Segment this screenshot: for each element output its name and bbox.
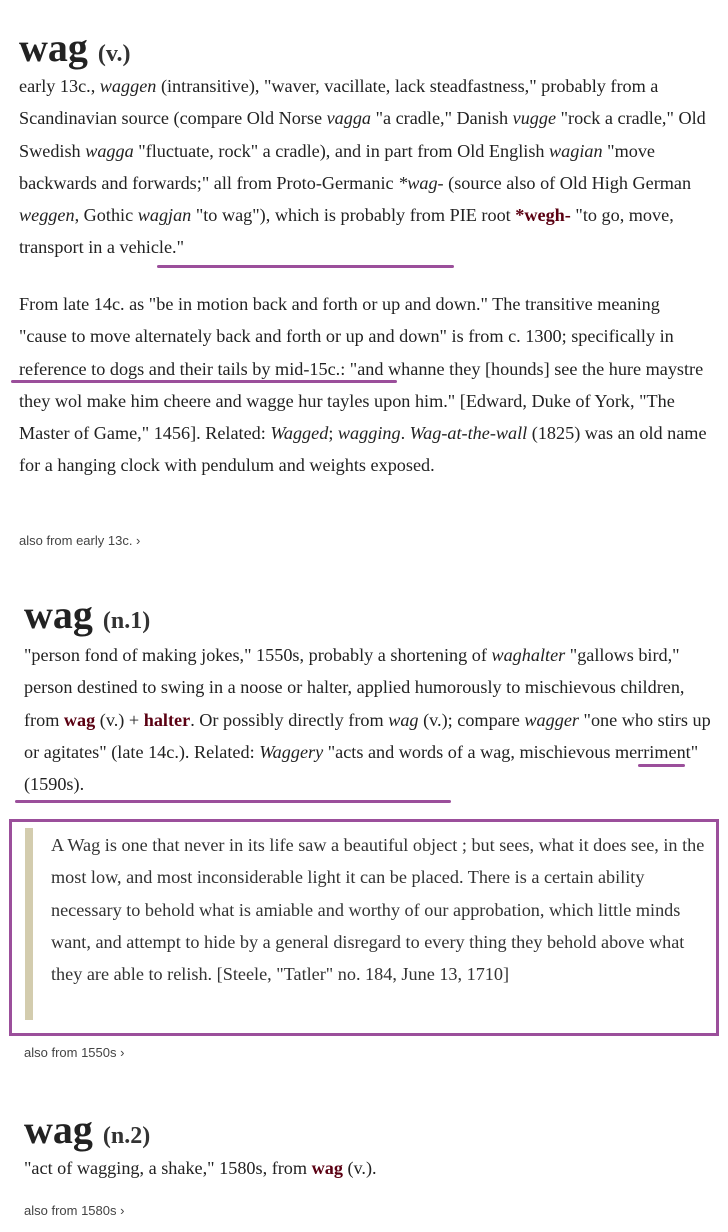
headword-text: wag [24, 1107, 93, 1152]
italic-term: vugge [512, 108, 557, 129]
italic-term: waghalter [491, 645, 566, 665]
italic-term: Wag-at-the-wall [409, 423, 528, 444]
annotation-underline [157, 265, 454, 268]
italic-term: Wagged [270, 423, 329, 444]
also-from-link[interactable]: also from 1550s › [24, 1045, 125, 1060]
cross-reference-link[interactable]: wag [311, 1158, 343, 1178]
paragraph: From late 14c. as "be in motion back and forth or up and down." The transitive meaning "cause to move alternately back and forth or up and down" is from c. 1300; specifically in reference to dogs and their tails by mid-15c.: "and whanne they [hounds] see the hure maystre they wol make him cheere and wagge hur tayles upon him." [Edward, Duke of York, "The Master of Game," 1456]. Related: Wagged; wagging. Wag-at-the-wall (1825) was an old name for a hanging clock with pendulum and weights exposed. [19, 294, 707, 476]
italic-term: waggen [99, 76, 157, 96]
etymology-paragraph [19, 288, 709, 482]
italic-term: wagging [337, 423, 401, 444]
italic-term: wagian [549, 140, 603, 161]
also-from-link[interactable]: also from early 13c. › [19, 533, 141, 548]
italic-term: Waggery [259, 741, 324, 762]
italic-term: wagga [85, 140, 134, 161]
etymology-paragraph [19, 70, 709, 264]
cross-reference-link[interactable]: wag [63, 709, 96, 730]
italic-term: wag [388, 709, 419, 730]
part-of-speech: (n.1) [102, 608, 151, 634]
part-of-speech: (v.) [97, 41, 131, 67]
entry-headword [24, 592, 151, 637]
paragraph: early 13c., waggen (intransitive), "waver, vacillate, lack steadfastness," probably from a Scandinavian source (compare Old Norse vagga "a cradle," Danish vugge "rock a cradle," Old Swedish wagga "fluctuate, rock" a cradle), and in part from Old English wagian "move backwards and forwards;" all from Proto-Germanic *wag- (source also of Old High German weggen, Gothic wagjan "to wag"), which is probably from PIE root *wegh- "to go, move, transport in a vehicle." [19, 76, 706, 258]
italic-term: wagger [524, 709, 579, 730]
headword-text: wag [24, 592, 93, 637]
italic-term: wagjan [137, 205, 192, 226]
quote-bar [25, 828, 33, 1020]
italic-term: *wag- [398, 172, 444, 193]
etymology-paragraph [24, 639, 714, 800]
etymology-paragraph [24, 1152, 714, 1184]
cross-reference-link[interactable]: halter [143, 709, 191, 730]
also-from-link[interactable]: also from 1580s › [24, 1203, 125, 1218]
part-of-speech: (n.2) [102, 1123, 151, 1149]
entry-headword [24, 1107, 151, 1152]
paragraph: "person fond of making jokes," 1550s, probably a shortening of waghalter "gallows bird," person destined to swing in a noose or halter, applied humorously to mischievous children, from wag (v.) + halter. Or possibly directly from wag (v.); compare wagger "one who stirs up or agitates" (late 14c.). Related: Waggery "acts and words of a wag, mischievous merriment" (1590s). [24, 645, 711, 795]
headword-text: wag [19, 25, 88, 70]
annotation-underline [638, 764, 685, 767]
italic-term: weggen [19, 205, 75, 226]
cross-reference-link[interactable]: *wegh- [515, 205, 571, 226]
italic-term: vagga [326, 108, 372, 129]
entry-headword [19, 25, 131, 70]
paragraph: "act of wagging, a shake," 1580s, from wag (v.). [24, 1158, 377, 1178]
blockquote: A Wag is one that never in its life saw a beautiful object ; but sees, what it does see, in the most low, and most inconsiderable light it can be placed. There is a certain ability necessary to behold what is amiable and worthy of our approbation, which little minds want, and attempt to hide by a general disregard to every thing they behold above what they are able to relish. [Steele, "Tatler" no. 184, June 13, 1710] [51, 835, 705, 985]
annotation-underline [11, 380, 397, 383]
annotation-underline [15, 800, 451, 803]
